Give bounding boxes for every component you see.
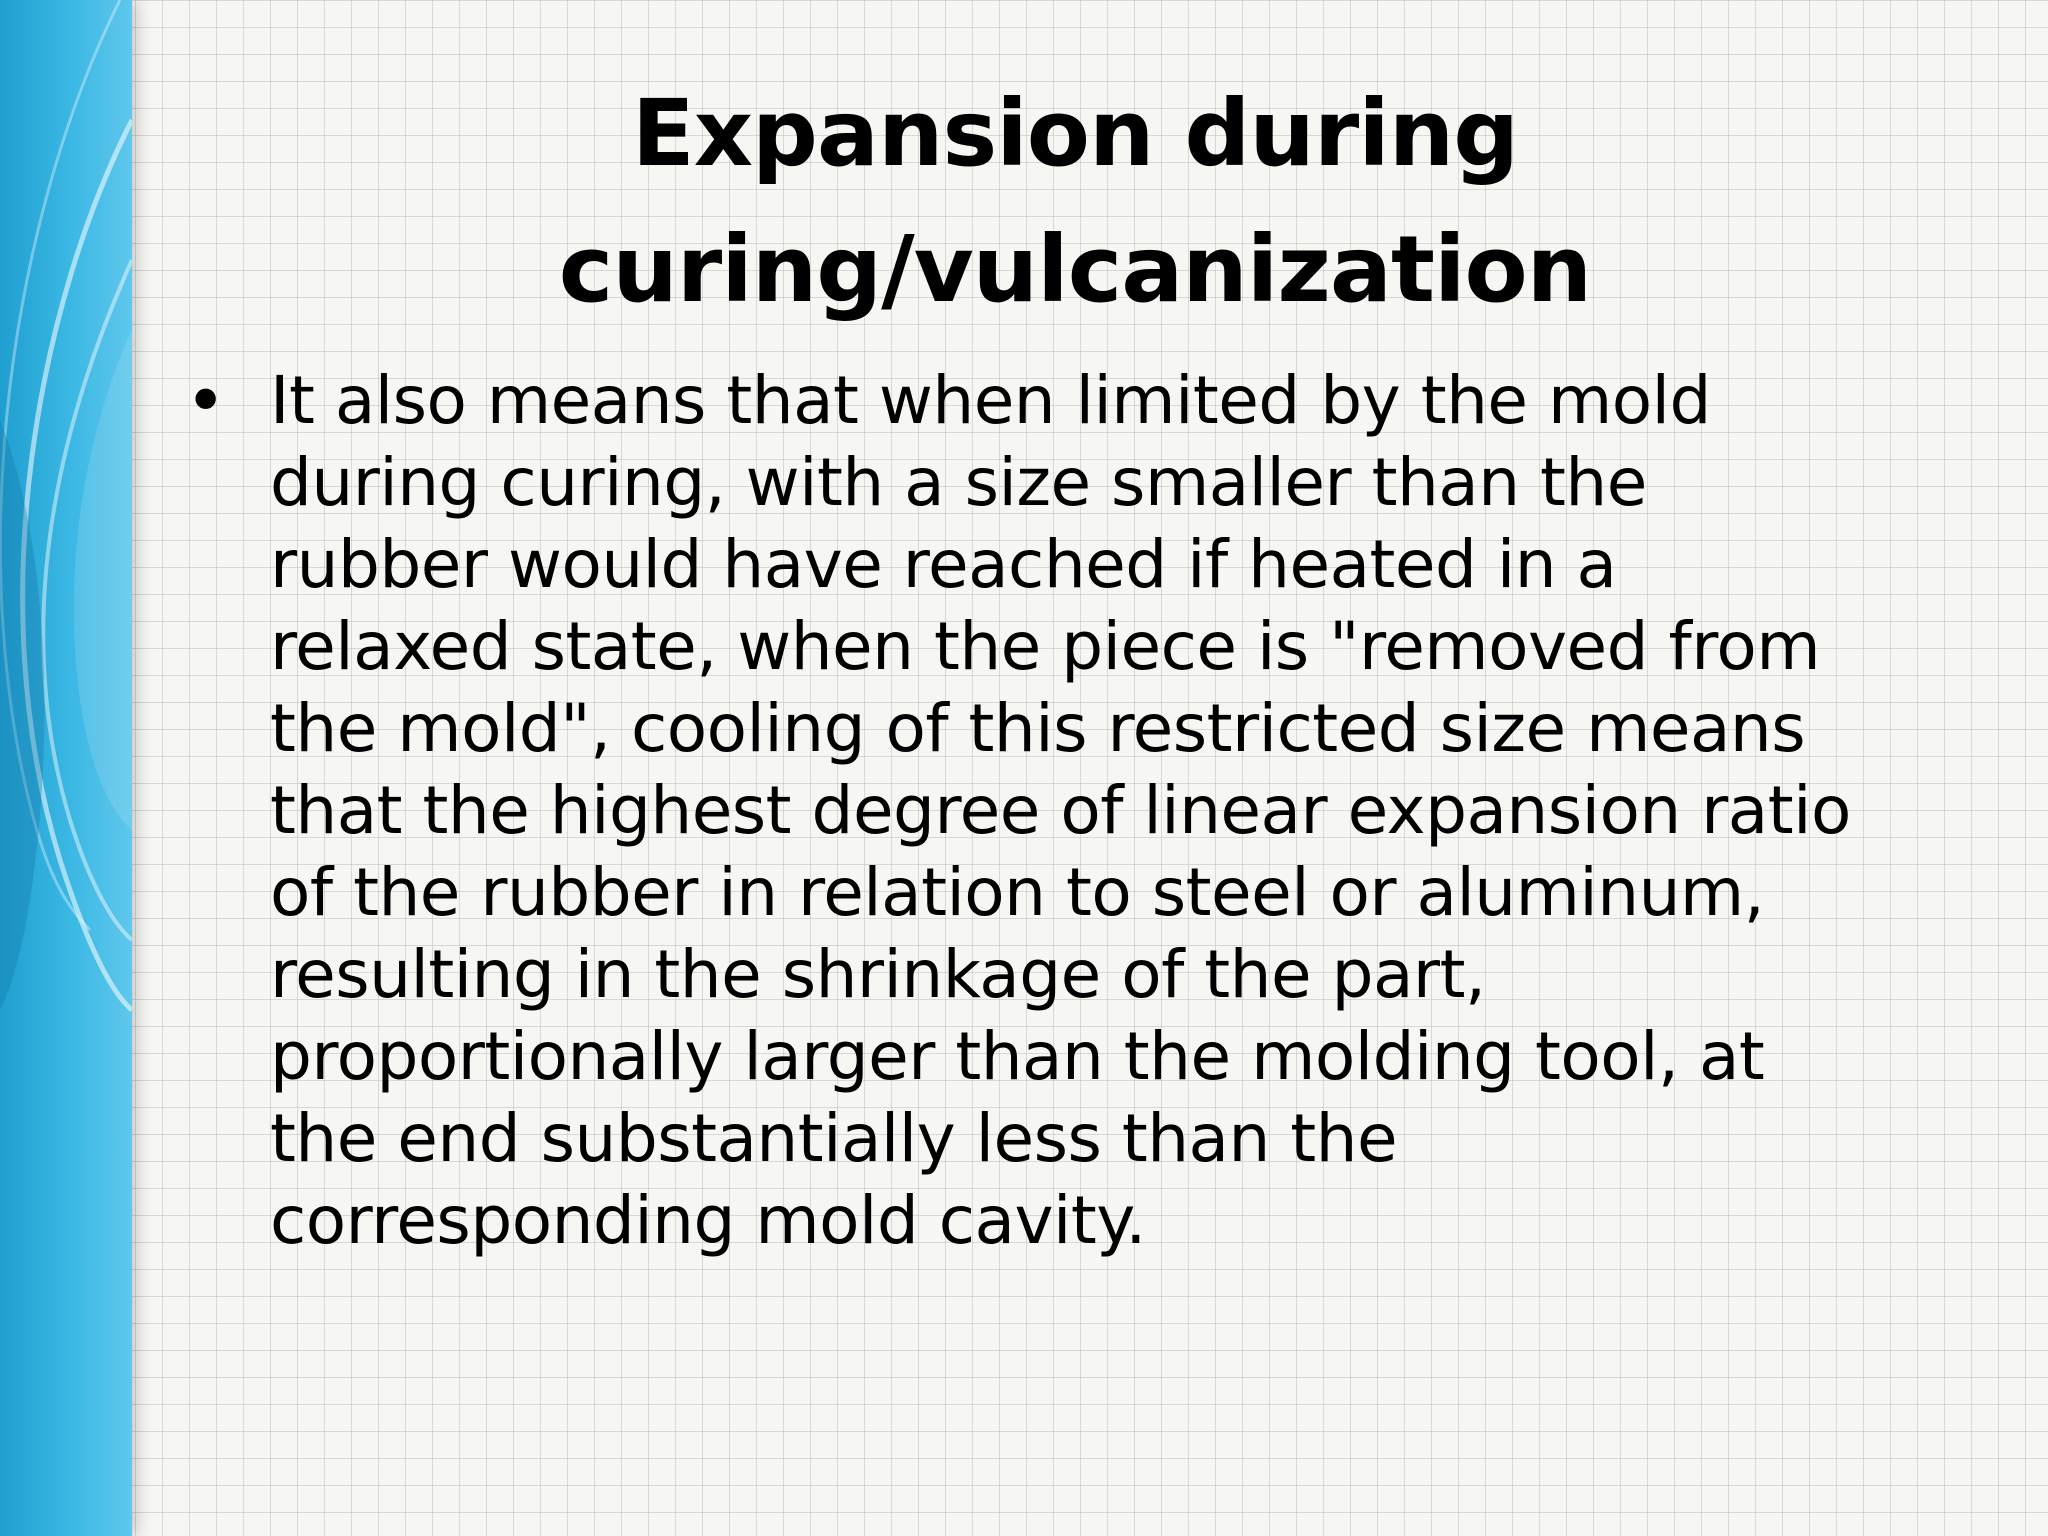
slide-title-line-1: Expansion during: [631, 80, 1519, 187]
decorative-side-band: [0, 0, 132, 1536]
bullet-line: the mold", cooling of this restricted size means: [270, 690, 1806, 767]
slide-content: [185, 360, 2005, 1262]
bullet-text: [270, 360, 2005, 1262]
bullet-line: corresponding mold cavity.: [270, 1182, 1146, 1259]
bullet-item: [185, 360, 2005, 1262]
bullet-line: proportionally larger than the molding tool, at: [270, 1018, 1765, 1095]
decorative-swoosh: [0, 0, 132, 1536]
slide-title-line-2: curing/vulcanization: [558, 216, 1592, 323]
bullet-line: of the rubber in relation to steel or aluminum,: [270, 854, 1765, 931]
bullet-line: during curing, with a size smaller than the: [270, 444, 1647, 521]
bullet-line: resulting in the shrinkage of the part,: [270, 936, 1486, 1013]
slide-title: [200, 66, 1950, 338]
bullet-line: relaxed state, when the piece is "removed from: [270, 608, 1821, 685]
bullet-line: the end substantially less than the: [270, 1100, 1398, 1177]
bullet-marker: •: [185, 360, 227, 442]
bullet-line: It also means that when limited by the mold: [270, 362, 1711, 439]
bullet-line: rubber would have reached if heated in a: [270, 526, 1617, 603]
bullet-line: that the highest degree of linear expansion ratio: [270, 772, 1851, 849]
